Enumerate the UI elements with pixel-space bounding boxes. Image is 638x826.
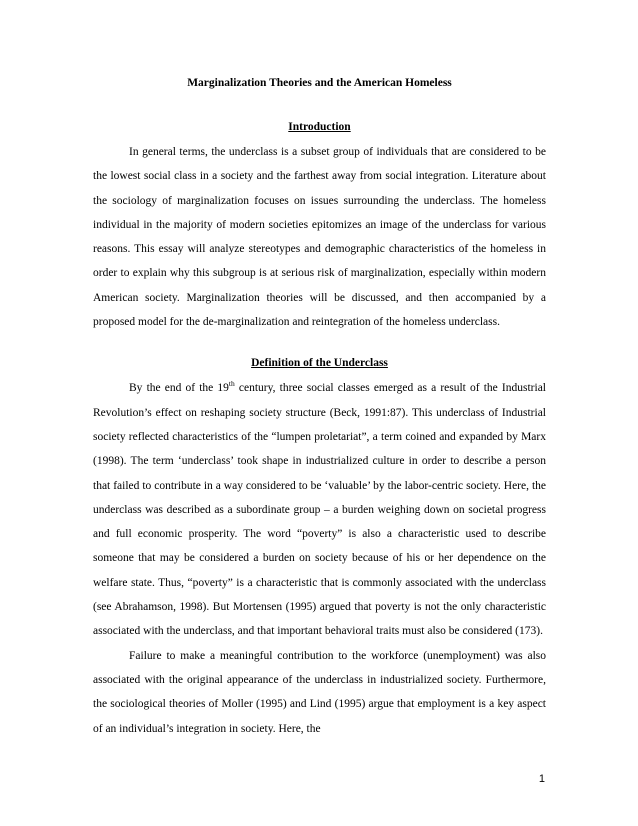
ordinal-superscript: th: [228, 379, 235, 389]
document-title: Marginalization Theories and the American Homeless: [187, 77, 452, 89]
page-number: 1: [538, 773, 545, 785]
definition-paragraph-1: [93, 376, 546, 643]
section-heading-definition-of-underclass: Definition of the Underclass: [251, 357, 388, 370]
section-heading-introduction: Introduction: [288, 121, 351, 133]
definition-paragraph-2: Failure to make a meaningful contribution to the workforce (unemployment) was also associated with the original appearance of the underclass in industrialized society. Furthermore, the sociological theories of Moller (1995) and Lind (1995) argue that employment is a key aspect of an individual’s integration in society. Here, the: [93, 649, 546, 735]
page-content: [93, 76, 546, 741]
introduction-paragraph: In general terms, the underclass is a subset group of individuals that are considered to be the lowest social class in a society and the farthest away from social integration. Literature about the sociology of marginalization focuses on issues surrounding the underclass. The homeless individual in the majority of modern societies epitomizes an image of the underclass for various reasons. This essay will analyze stereotypes and demographic characteristics of the homeless in order to explain why this subgroup is at serious risk of marginalization, especially within modern American society. Marginalization theories will be discussed, and then accompanied by a proposed model for the de-marginalization and reintegration of the homeless underclass.: [93, 146, 546, 329]
paragraph-text-after-superscript: century, three social classes emerged as a result of the Industrial Revolution’s effect on reshaping society structure (Beck, 1991:87). This underclass of Industrial society reflected characteristics of the “lumpen proletariat”, a term coined and expanded by Marx (1998). The term ‘underclass’ took shape in industrialized culture in order to describe a person that failed to contribute in a way considered to be ‘valuable’ by the labor-centric society. Here, the underclass was described as a subordinate group – a burden weighing down on societal progress and full economic prosperity. The word “poverty” is also a characteristic used to describe someone that may be considered a burden on society because of his or her dependence on the welfare state. Thus, “poverty” is a characteristic that is commonly associated with the underclass (see Abrahamson, 1998). But Mortensen (1995) argued that poverty is not the only characteristic associated with the underclass, and that important behavioral traits must also be considered (173).: [93, 382, 547, 638]
paragraph-text-before-superscript: By the end of the 19: [129, 382, 229, 395]
